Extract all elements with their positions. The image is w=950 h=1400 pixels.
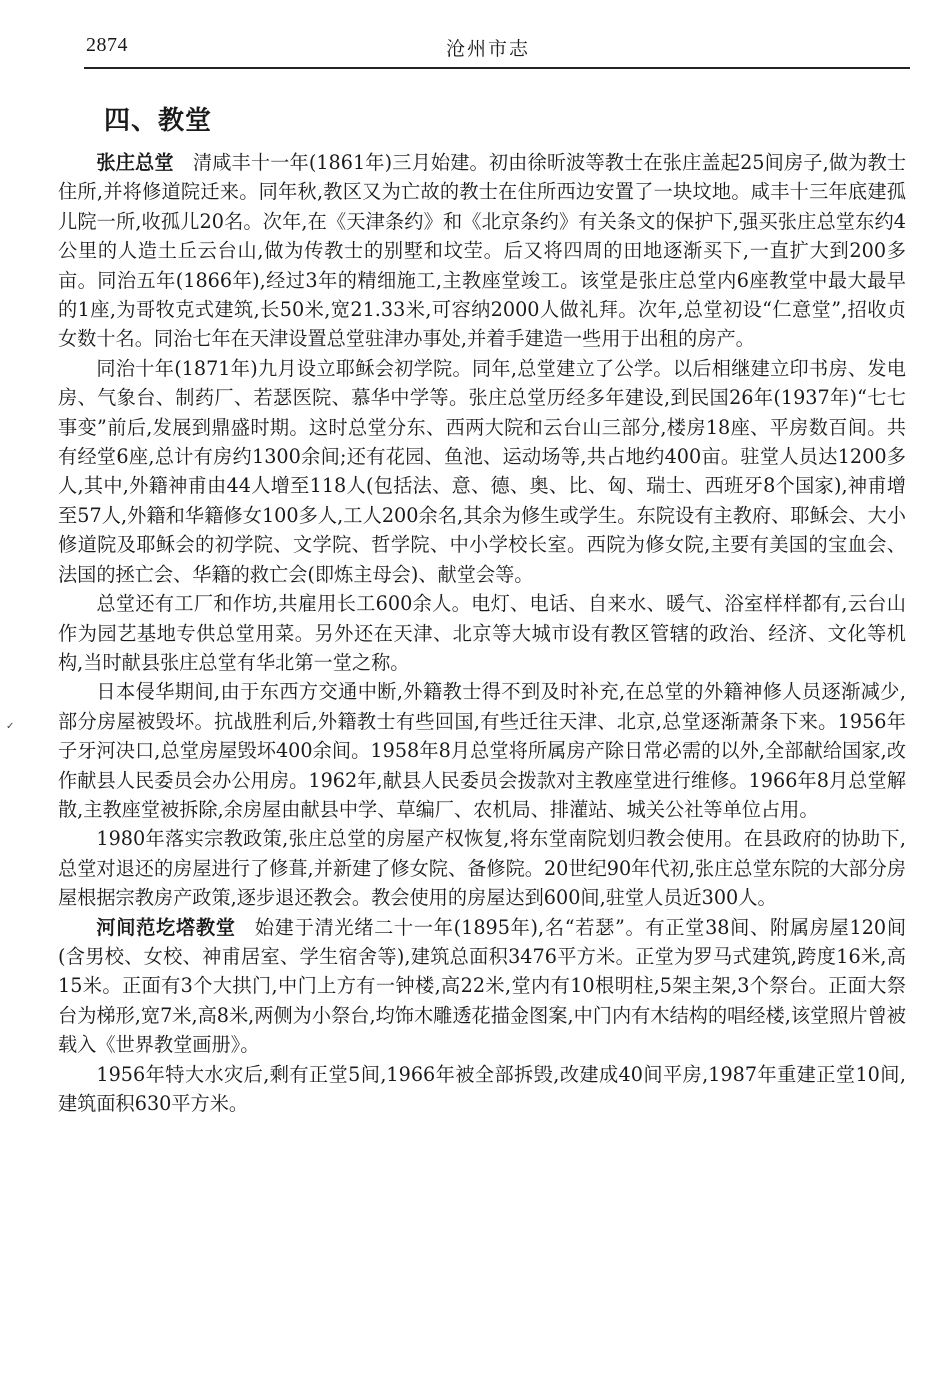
header-rule bbox=[84, 67, 910, 69]
paragraph-rebuild: 1956年特大水灾后,剩有正堂5间,1966年被全部拆毁,改建成40间平房,1987年重建正堂10间,建筑面积630平方米。 bbox=[58, 1062, 906, 1115]
paragraph-text: 清咸丰十一年(1861年)三月始建。初由徐昕波等教士在张庄盖起25间房子,做为教士住所,并将修道院迁来。同年秋,教区又为亡故的教士在住所西边安置了一块坟地。咸丰十三年底建孤儿院一所,收孤儿20名。次年,在《天津条约》和《北京条约》有关条文的保护下,强买张庄总堂东约4公里的人造土丘云台山,做为传教士的别墅和坟茔。后又将四周的田地逐渐买下,一直扩大到200多亩。同治五年(1866年),经过3年的精细施工,主教座堂竣工。该堂是张庄总堂内6座教堂中最大最早的1座,为哥牧克式建筑,长50米,宽21.33米,可容纳2000人做礼拜。次年,总堂初设“仁意堂”,招收贞女数十名。同治七年在天津设置总堂驻津办事处,并着手建造一些用于出租的房产。 bbox=[58, 151, 907, 351]
page-header bbox=[86, 30, 908, 66]
body-text bbox=[58, 148, 906, 1118]
paragraph-text: 始建于清光绪二十一年(1895年),名“若瑟”。有正堂38间、附属房屋120间(含男校、女校、神甫居室、学生宿舍等),建筑总面积3476平方米。正堂为罗马式建筑,跨度16米,高15米。正面有3个大拱门,中门上方有一钟楼,高22米,堂内有10根明柱,5架主架,3个祭台。正面大祭台为梯形,宽7米,高8米,两侧为小祭台,均饰木雕透花描金图案,中门内有木结构的唱经楼,该堂照片曾被载入《世界教堂画册》。 bbox=[58, 915, 907, 1057]
paragraph-decline: 日本侵华期间,由于东西方交通中断,外籍教士得不到及时补充,在总堂的外籍神修人员逐渐减少,部分房屋被毁坏。抗战胜利后,外籍教士有些回国,有些迁往天津、北京,总堂逐渐萧条下来。1956年子牙河决口,总堂房屋毁坏400余间。1958年8月总堂将所属房产除日常必需的以外,全部献给国家,改作献县人民委员会办公用房。1962年,献县人民委员会拨款对主教座堂进行维修。1966年8月总堂解散,主教座堂被拆除,余房屋由献县中学、草编厂、农机局、排灌站、城关公社等单位占用。 bbox=[58, 680, 906, 821]
paragraph-restoration: 1980年落实宗教政策,张庄总堂的房屋产权恢复,将东堂南院划归教会使用。在县政府的协助下,总堂对退还的房屋进行了修葺,并新建了修女院、备修院。20世纪90年代初,张庄总堂东院的大部分房屋根据宗教房产政策,逐步退还教会。教会使用的房屋达到600间,驻堂人员近300人。 bbox=[58, 827, 906, 910]
paragraph-hejian-church bbox=[58, 913, 906, 1060]
paragraph-zhangzhuang-church bbox=[58, 148, 906, 354]
scan-mark: ✓ bbox=[6, 721, 15, 732]
section-heading: 四、教堂 bbox=[104, 106, 213, 136]
paragraph-facilities: 总堂还有工厂和作坊,共雇用长工600余人。电灯、电话、自来水、暖气、浴室样样都有,云台山作为园艺基地专供总堂用菜。另外还在天津、北京等大城市设有教区管辖的政治、经济、文化等机构,当时献县张庄总堂有华北第一堂之称。 bbox=[58, 592, 906, 674]
entry-title-hejian: 河间范圪㙮教堂 bbox=[96, 915, 236, 939]
paragraph-expansion: 同治十年(1871年)九月设立耶稣会初学院。同年,总堂建立了公学。以后相继建立印书房、发电房、气象台、制药厂、若瑟医院、慕华中学等。张庄总堂历经多年建设,到民国26年(1937年)“七七事变”前后,发展到鼎盛时期。这时总堂分东、西两大院和云台山三部分,楼房18座、平房数百间。共有经堂6座,总计有房约1300余间;还有花园、鱼池、运动场等,共占地约400亩。驻堂人员达1200多人,其中,外籍神甫由44人增至118人(包括法、意、德、奥、比、匈、瑞士、西班牙8个国家),神甫增至57人,外籍和华籍修女100多人,工人200余名,其余为修生或学生。东院设有主教府、耶稣会、大小修道院及耶稣会的初学院、文学院、哲学院、中小学校长室。西院为修女院,主要有美国的宝血会、法国的拯亡会、华籍的救亡会(即炼主母会)、献堂会等。 bbox=[58, 356, 906, 586]
running-title: 沧州市志 bbox=[446, 38, 531, 60]
page-number: 2874 bbox=[86, 34, 128, 56]
entry-title-zhangzhuang: 张庄总堂 bbox=[96, 151, 174, 174]
